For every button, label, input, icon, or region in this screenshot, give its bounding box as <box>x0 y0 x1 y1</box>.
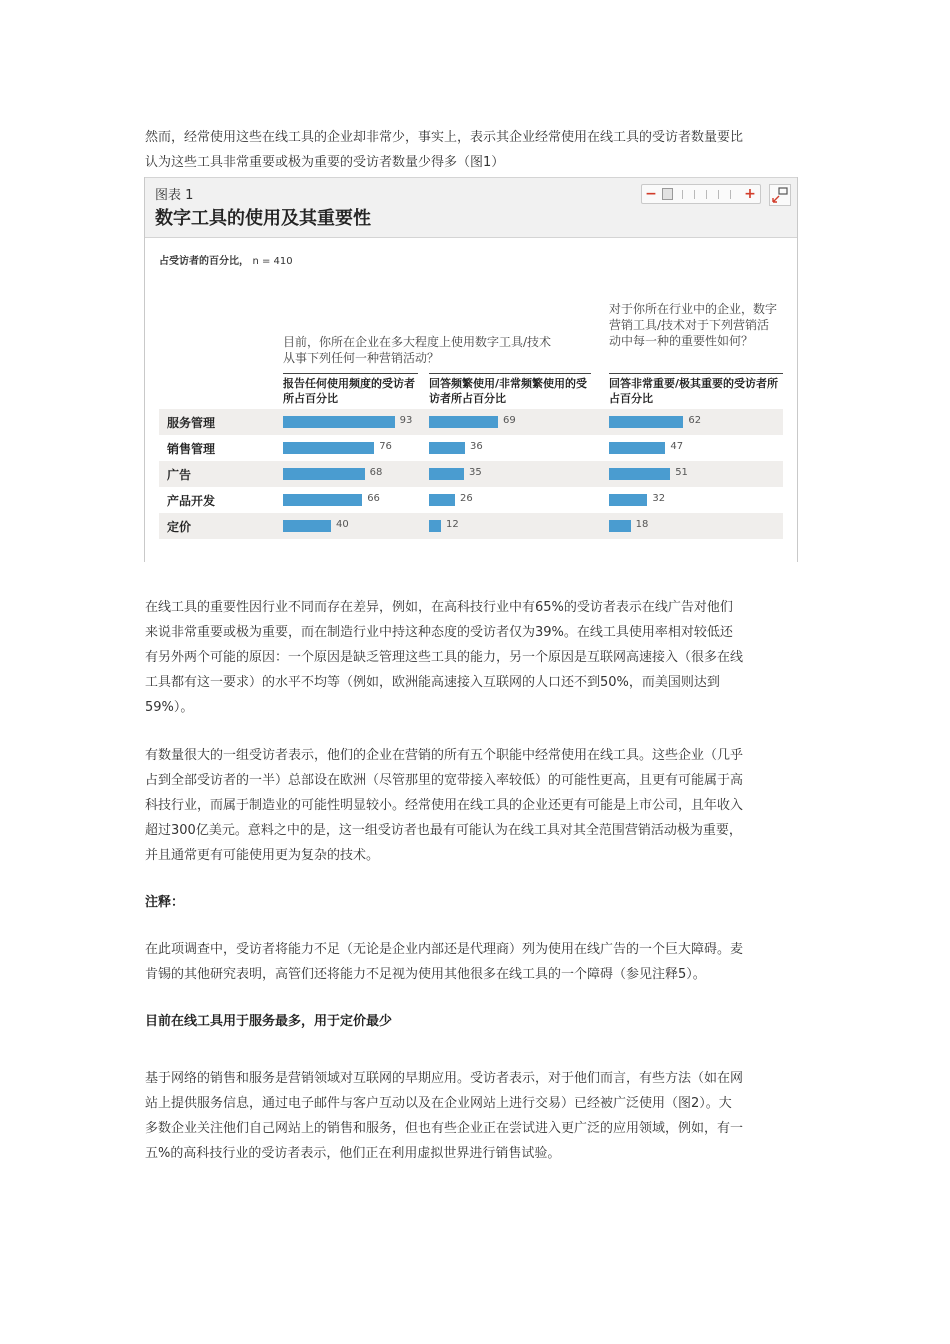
bar-importance <box>609 468 670 480</box>
intro-line: 认为这些工具非常重要或极为重要的受访者数量少得多（图1） <box>145 155 505 170</box>
bar-any-usage <box>283 494 362 506</box>
figure-1 <box>144 177 798 562</box>
paragraph-line: 工具都有这一要求）的水平不均等（例如，欧洲能高速接入互联网的人口还不到50%，而美国则达到 <box>145 675 720 690</box>
zoom-tick <box>682 190 683 199</box>
bar-any-usage <box>283 468 365 480</box>
paragraph-frequent-users <box>145 743 807 868</box>
zoom-tick <box>730 190 731 199</box>
value-label-frequent-usage: 26 <box>460 493 473 504</box>
value-label-importance: 32 <box>652 493 666 504</box>
paragraph-line: 有另外两个可能的原因：一个原因是缺乏管理这些工具的能力，另一个原因是互联网高速接入（很多在线 <box>145 650 744 665</box>
value-label-any-usage: 93 <box>399 415 413 426</box>
bar-importance <box>609 520 631 532</box>
value-label-frequent-usage: 35 <box>469 467 482 478</box>
value-label-importance: 51 <box>675 467 688 478</box>
sample-size: n = 410 <box>252 256 293 267</box>
paragraph-line: 占到全部受访者的一半）总部设在欧洲（尽管那里的宽带接入率较低）的可能性更高，且更有可能属于高 <box>145 773 744 788</box>
zoom-in-button[interactable]: + <box>744 186 756 202</box>
paragraph-web-sales-service <box>145 1066 807 1166</box>
paragraph-line: 超过300亿美元。意料之中的是，这一组受访者也最有可能认为在线工具对其全范围营销活动极为重要， <box>145 823 742 838</box>
expand-icon <box>770 185 790 205</box>
row-label: 产品开发 <box>167 494 216 508</box>
row-label: 广告 <box>167 468 192 482</box>
bar-any-usage <box>283 520 331 532</box>
bar-any-usage <box>283 442 374 454</box>
table-row <box>159 435 783 461</box>
value-label-importance: 18 <box>635 519 649 530</box>
zoom-slider[interactable] <box>662 188 738 200</box>
intro-line: 然而，经常使用这些在线工具的企业却非常少，事实上，表示其企业经常使用在线工具的受访者数量要比 <box>145 130 744 145</box>
note-heading: 注释： <box>145 895 185 910</box>
figure-header <box>145 177 797 238</box>
paragraph-line: 并且通常更有可能使用更为复杂的技术。 <box>145 848 380 863</box>
bar-any-usage <box>283 416 395 428</box>
value-label-frequent-usage: 69 <box>503 415 516 426</box>
figure-note-text: 占受访者的百分比， <box>159 256 249 267</box>
figure-note <box>159 252 293 267</box>
zoom-tick <box>706 190 707 199</box>
bar-frequent-usage <box>429 494 455 506</box>
paragraph-line: 来说非常重要或极为重要，而在制造行业中持这种态度的受访者仅为39%。在线工具使用率相对较低还 <box>145 625 733 640</box>
column-header-frequent-usage: 回答频繁使用/非常频繁使用的受访者所占百分比 <box>429 373 591 406</box>
expand-button[interactable] <box>769 184 791 206</box>
paragraph-line: 多数企业关注他们自己网站上的销售和服务，但也有些企业正在尝试进入更广泛的应用领域，例如，有一 <box>145 1121 744 1136</box>
paragraph-line: 在此项调查中，受访者将能力不足（无论是企业内部还是代理商）列为使用在线广告的一个巨大障碍。麦 <box>145 942 744 957</box>
figure-label: 图表 1 <box>155 188 194 203</box>
value-label-frequent-usage: 36 <box>470 441 483 452</box>
bar-frequent-usage <box>429 468 464 480</box>
column-header-importance: 回答非常重要/极其重要的受访者所占百分比 <box>609 373 783 406</box>
figure-title: 数字工具的使用及其重要性 <box>155 208 371 229</box>
value-label-any-usage: 66 <box>367 493 380 504</box>
intro-paragraph <box>145 125 807 175</box>
paragraph-industry-differences <box>145 595 807 720</box>
column-header-any-usage: 报告任何使用频度的受访者所占百分比 <box>283 373 418 406</box>
paragraph-line: 肯锡的其他研究表明，高管们还将能力不足视为使用其他很多在线工具的一个障碍（参见注释5）。 <box>145 967 706 982</box>
question-importance: 对于你所在行业中的企业，数字营销工具/技术对于下列营销活动中每一种的重要性如何？ <box>609 302 778 348</box>
paragraph-line: 基于网络的销售和服务是营销领域对互联网的早期应用。受访者表示，对于他们而言，有些方法（如在网 <box>145 1071 744 1086</box>
zoom-slider-thumb[interactable] <box>662 188 673 200</box>
bar-frequent-usage <box>429 442 465 454</box>
zoom-tick <box>694 190 695 199</box>
bar-frequent-usage <box>429 520 441 532</box>
row-label: 销售管理 <box>167 442 216 456</box>
bar-importance <box>609 494 647 506</box>
row-label: 定价 <box>167 520 192 534</box>
paragraph-line: 科技行业，而属于制造业的可能性明显较小。经常使用在线工具的企业还更有可能是上市公司，且年收入 <box>145 798 744 813</box>
value-label-importance: 62 <box>688 415 702 426</box>
paragraph-line: 站上提供服务信息，通过电子邮件与客户互动以及在企业网站上进行交易）已经被广泛使用（图2）。大 <box>145 1096 732 1111</box>
paragraph-line: 59%）。 <box>145 700 194 715</box>
value-label-frequent-usage: 12 <box>446 519 459 530</box>
row-label: 服务管理 <box>167 416 216 430</box>
bar-importance <box>609 442 665 454</box>
zoom-out-button[interactable]: − <box>645 186 657 202</box>
table-row <box>159 513 783 539</box>
value-label-any-usage: 76 <box>379 441 392 452</box>
question-usage: 目前，你所在企业在多大程度上使用数字工具/技术从事下列任何一种营销活动？ <box>283 335 552 365</box>
value-label-importance: 47 <box>670 441 684 452</box>
paragraph-line: 五%的高科技行业的受访者表示，他们正在利用虚拟世界进行销售试验。 <box>145 1146 561 1161</box>
zoom-tick <box>718 190 719 199</box>
table-row <box>159 409 783 435</box>
value-label-any-usage: 68 <box>369 467 383 478</box>
value-label-any-usage: 40 <box>336 519 349 530</box>
paragraph-line: 有数量很大的一组受访者表示，他们的企业在营销的所有五个职能中经常使用在线工具。这些企业（几乎 <box>145 748 744 763</box>
section-heading: 目前在线工具用于服务最多，用于定价最少 <box>145 1014 393 1029</box>
bar-importance <box>609 416 683 428</box>
table-row <box>159 461 783 487</box>
zoom-control <box>641 184 761 204</box>
table-row <box>159 487 783 513</box>
bar-frequent-usage <box>429 416 498 428</box>
paragraph-capability-gap <box>145 937 807 987</box>
paragraph-line: 在线工具的重要性因行业不同而存在差异，例如，在高科技行业中有65%的受访者表示在线广告对他们 <box>145 600 733 615</box>
